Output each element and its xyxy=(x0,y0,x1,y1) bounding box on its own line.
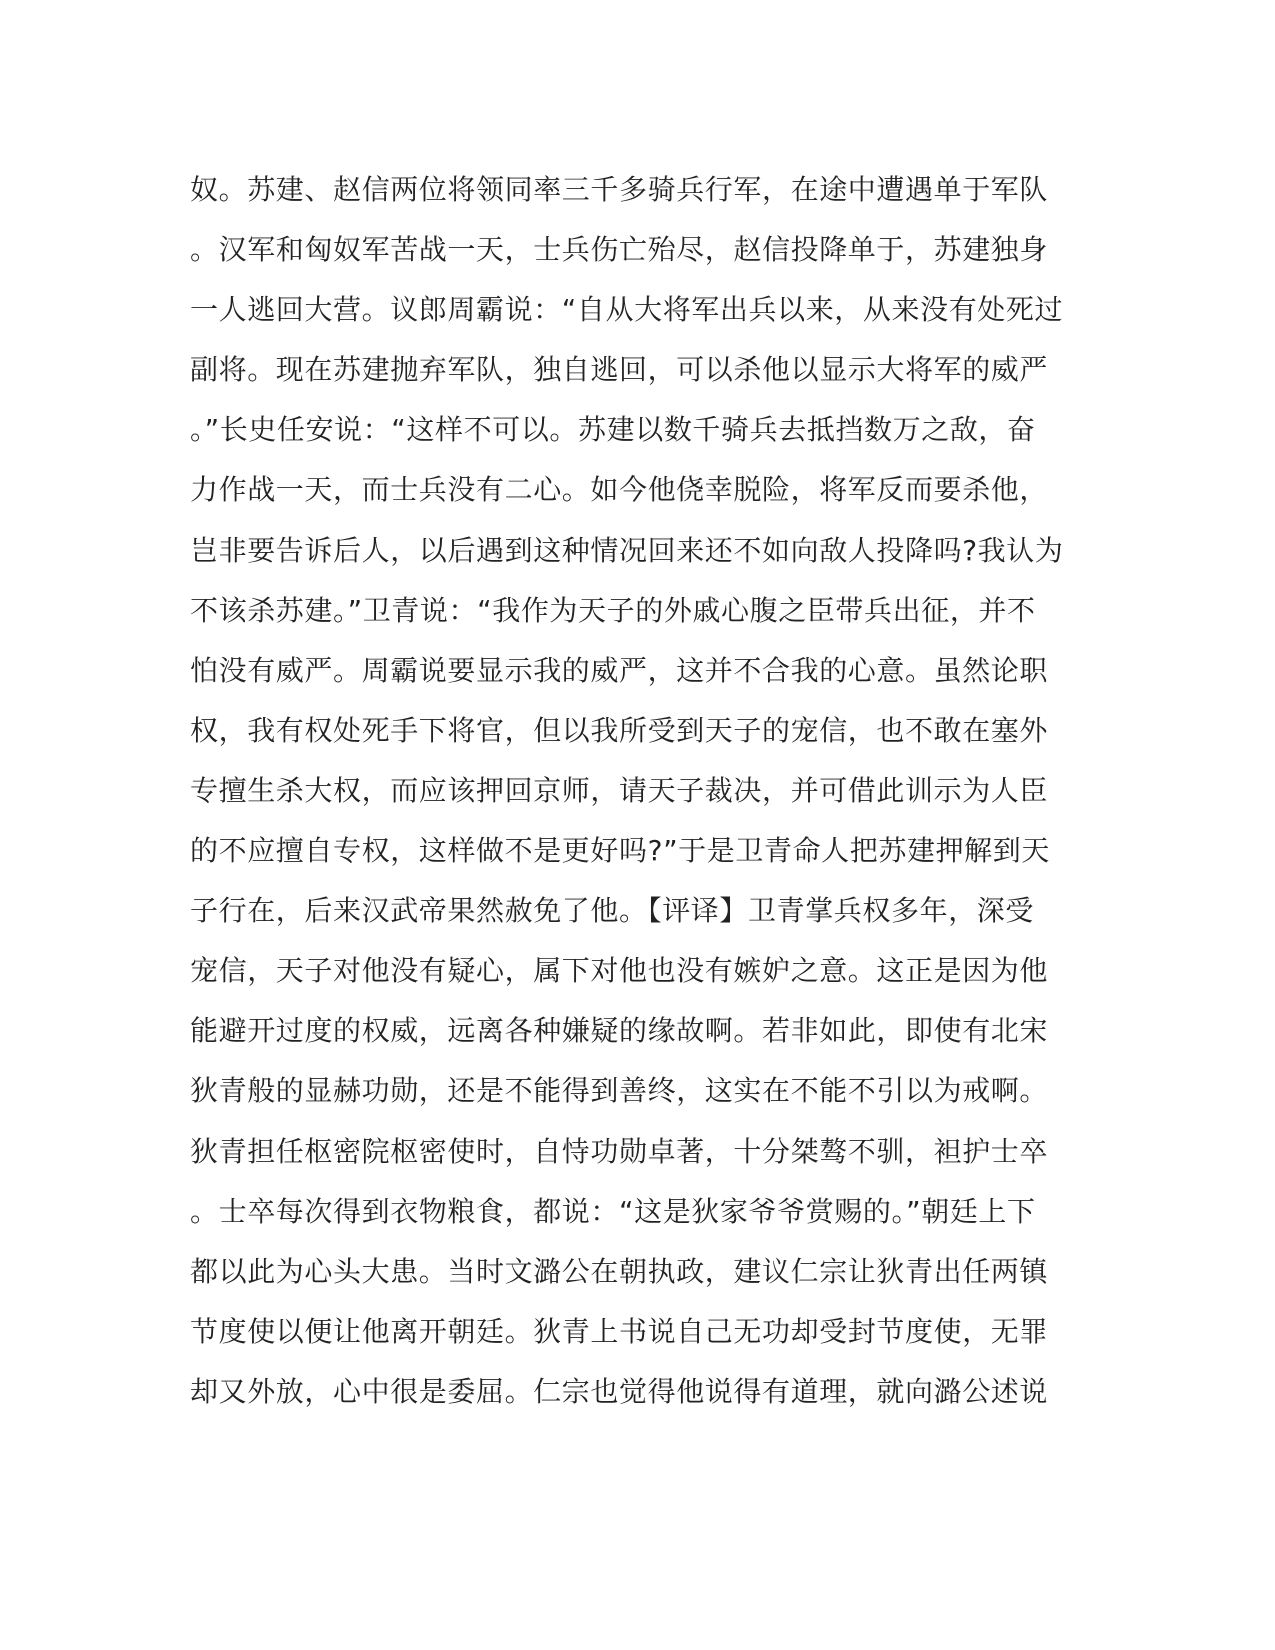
text-line: 狄青般的显赫功勋，还是不能得到善终，这实在不能不引以为戒啊。 xyxy=(190,1074,1049,1108)
text-line: 的不应擅自专权，这样做不是更好吗?”于是卫青命人把苏建押解到天 xyxy=(190,834,1050,868)
text-line: 狄青担任枢密院枢密使时，自恃功勋卓著，十分桀骜不驯，袒护士卒 xyxy=(190,1134,1049,1168)
text-line: 不该杀苏建。”卫青说：“我作为天子的外戚心腹之臣带兵出征，并不 xyxy=(190,593,1036,627)
text-line: 权，我有权处死手下将官，但以我所受到天子的宠信，也不敢在塞外 xyxy=(190,713,1049,747)
text-line: 宠信，天子对他没有疑心，属下对他也没有嫉妒之意。这正是因为他 xyxy=(190,954,1049,988)
text-line: 能避开过度的权威，远离各种嫌疑的缘故啊。若非如此，即使有北宋 xyxy=(190,1014,1049,1048)
text-line: 专擅生杀大权，而应该押回京师，请天子裁决，并可借此训示为人臣 xyxy=(190,773,1049,807)
body-text xyxy=(190,160,1090,1422)
text-line: 副将。现在苏建抛弃军队，独自逃回，可以杀他以显示大将军的威严 xyxy=(190,353,1049,387)
text-line: 岂非要告诉后人，以后遇到这种情况回来还不如向敌人投降吗?我认为 xyxy=(190,533,1064,567)
text-line: 却又外放，心中很是委屈。仁宗也觉得他说得有道理，就向潞公述说 xyxy=(190,1374,1049,1408)
text-line: 怕没有威严。周霸说要显示我的威严，这并不合我的心意。虽然论职 xyxy=(190,653,1049,687)
text-line: 子行在，后来汉武帝果然赦免了他。【评译】卫青掌兵权多年，深受 xyxy=(190,894,1035,928)
text-line: 。汉军和匈奴军苦战一天，士兵伤亡殆尽，赵信投降单于，苏建独身 xyxy=(190,233,1049,267)
text-line: 奴。苏建、赵信两位将领同率三千多骑兵行军，在途中遭遇单于军队 xyxy=(190,173,1049,206)
text-line: 。”长史任安说：“这样不可以。苏建以数千骑兵去抵挡数万之敌，奋 xyxy=(190,413,1036,447)
text-line: 力作战一天，而士兵没有二心。如今他侥幸脱险，将军反而要杀他， xyxy=(190,473,1049,507)
text-line: 一人逃回大营。议郎周霸说：“自从大将军出兵以来，从来没有处死过 xyxy=(190,293,1064,327)
text-line: 节度使以便让他离开朝廷。狄青上书说自己无功却受封节度使，无罪 xyxy=(190,1314,1049,1348)
text-line: 都以此为心头大患。当时文潞公在朝执政，建议仁宗让狄青出任两镇 xyxy=(190,1254,1049,1288)
text-line: 。士卒每次得到衣物粮食，都说：“这是狄家爷爷赏赐的。”朝廷上下 xyxy=(190,1194,1036,1228)
